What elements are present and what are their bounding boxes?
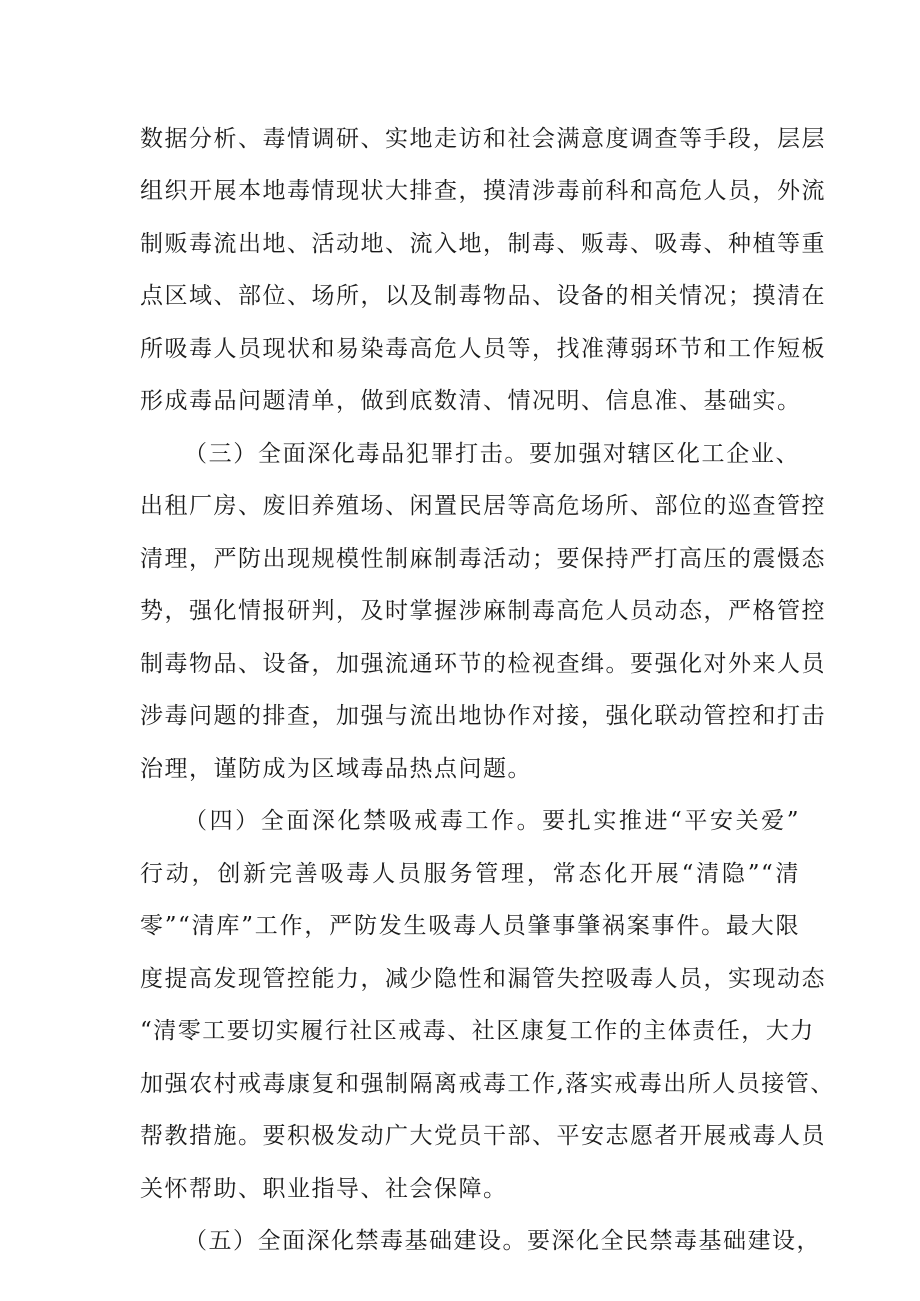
paragraph-line: 零”“清库”工作，严防发生吸毒人员肇事肇祸案事件。最大限 [140,913,800,939]
paragraph-line: 点区域、部位、场所，以及制毒物品、设备的相关情况；摸清在 [140,283,826,309]
paragraph-line: 势，强化情报研判，及时掌握涉麻制毒高危人员动态，严格管控 [140,598,826,624]
paragraph-line: 帮教措施。要积极发动广大党员干部、平安志愿者开展戒毒人员 [140,1123,826,1149]
paragraph-line: 数据分析、毒情调研、实地走访和社会满意度调查等手段，层层 [140,126,826,152]
paragraph-line: 行动，创新完善吸毒人员服务管理，常态化开展“清隐”“清 [140,861,800,887]
paragraph-line: 形成毒品问题清单，做到底数清、情况明、信息准、基础实。 [140,388,802,414]
paragraph-line: 制毒物品、设备，加强流通环节的检视查缉。要强化对外来人员 [140,651,826,677]
section-heading-line: （三）全面深化毒品犯罪打击。要加强对辖区化工企业、 [184,441,800,467]
paragraph-line: 所吸毒人员现状和易染毒高危人员等，找准薄弱环节和工作短板 [140,336,826,362]
paragraph-line: 度提高发现管控能力，减少隐性和漏管失控吸毒人员，实现动态 [140,966,826,992]
paragraph-line: “清零工要切实履行社区戒毒、社区康复工作的主体责任，大力 [140,1018,815,1044]
paragraph-line: 出租厂房、废旧养殖场、闲置民居等高危场所、部位的巡查管控 [140,493,826,519]
paragraph-line: 涉毒问题的排查，加强与流出地协作对接，强化联动管控和打击 [140,703,826,729]
section-heading-line: （五）全面深化禁毒基础建设。要深化全民禁毒基础建设， [184,1228,821,1254]
paragraph-line: 制贩毒流出地、活动地、流入地，制毒、贩毒、吸毒、种植等重 [140,231,826,257]
section-heading-line: （四）全面深化禁吸戒毒工作。要扎实推进“平安关爱” [184,808,800,834]
paragraph-line: 清理，严防出现规模性制麻制毒活动；要保持严打高压的震慑态 [140,546,826,572]
paragraph-line: 关怀帮助、职业指导、社会保障。 [140,1176,508,1202]
paragraph-line: 组织开展本地毒情现状大排查，摸清涉毒前科和高危人员，外流 [140,178,826,204]
paragraph-line: 加强农村戒毒康复和强制隔离戒毒工作,落实戒毒出所人员接管、 [140,1071,835,1097]
paragraph-line: 治理，谨防成为区域毒品热点问题。 [140,756,532,782]
